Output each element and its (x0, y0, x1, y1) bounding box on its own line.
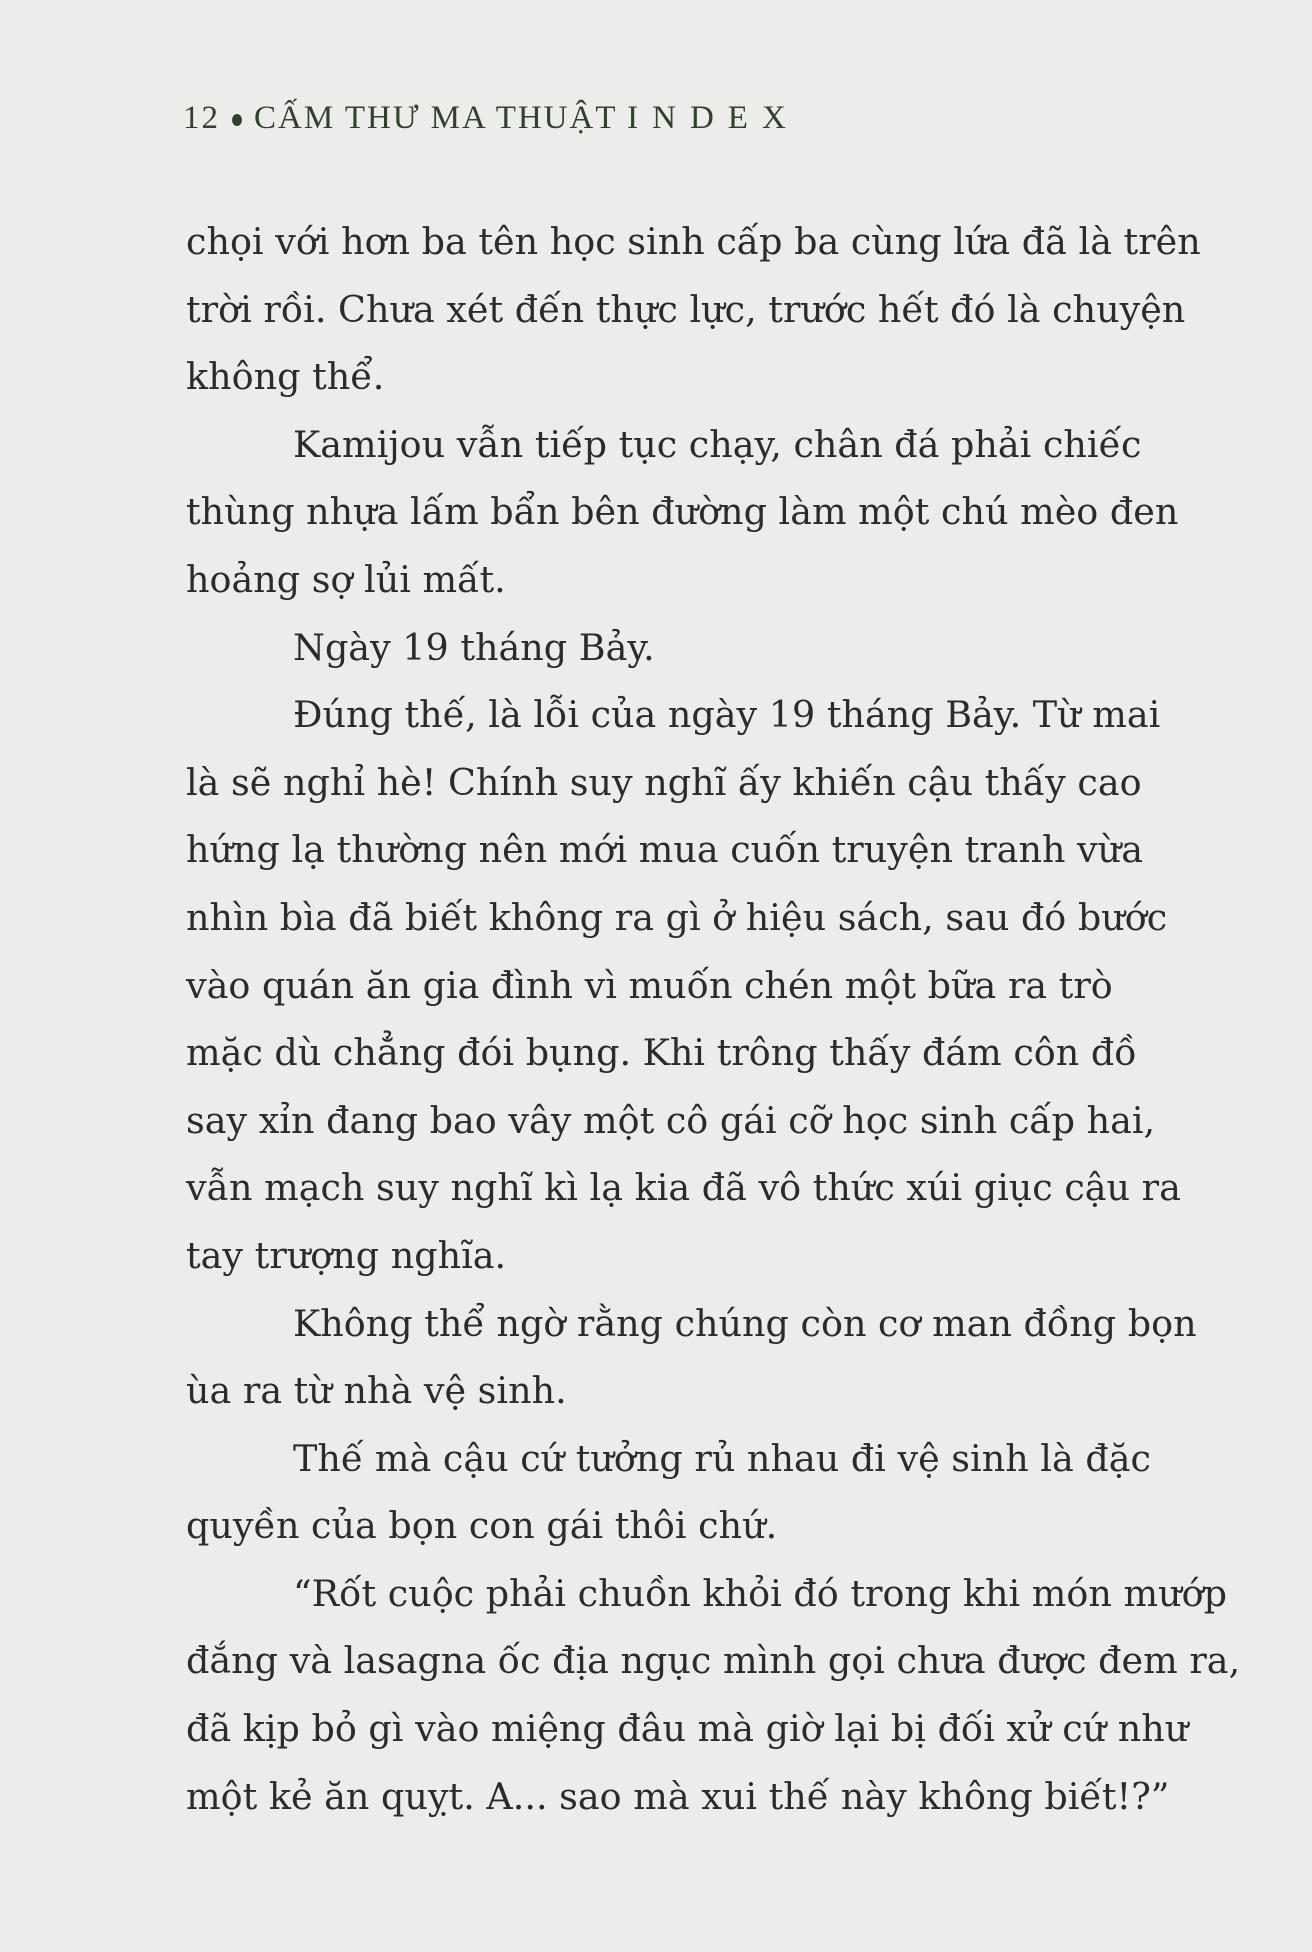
text-line: say xỉn đang bao vây một cô gái cỡ học sinh cấp hai, (186, 1098, 1156, 1142)
text-line: ùa ra từ nhà vệ sinh. (186, 1369, 567, 1413)
text-line: hứng lạ thường nên mới mua cuốn truyện tranh vừa (186, 828, 1143, 872)
book-title-suffix: INDEX (627, 100, 800, 136)
text-line: là sẽ nghỉ hè! Chính suy nghĩ ấy khiến cậu thấy cao (186, 760, 1142, 804)
text-line: thùng nhựa lấm bẩn bên đường làm một chú mèo đen (186, 490, 1179, 534)
text-line: vào quán ăn gia đình vì muốn chén một bữa ra trò (186, 963, 1113, 1007)
text-line: mặc dù chẳng đói bụng. Khi trông thấy đám côn đồ (186, 1031, 1137, 1075)
text-line: chọi với hơn ba tên học sinh cấp ba cùng lứa đã là trên (186, 220, 1201, 263)
text-line: tay trượng nghĩa. (186, 1233, 507, 1277)
text-line: không thể. (186, 355, 385, 399)
running-header (183, 100, 800, 137)
text-line: một kẻ ăn quỵt. A... sao mà xui thế này không biết!?” (186, 1774, 1170, 1818)
text-line: Thế mà cậu cứ tưởng rủ nhau đi vệ sinh là đặc (293, 1436, 1151, 1480)
text-line: quyền của bọn con gái thôi chứ. (186, 1504, 778, 1548)
page-body-text (186, 208, 1246, 1830)
text-line: nhìn bìa đã biết không ra gì ở hiệu sách, sau đó bước (186, 895, 1168, 939)
text-line: hoảng sợ lủi mất. (186, 557, 506, 601)
text-line: Kamijou vẫn tiếp tục chạy, chân đá phải chiếc (293, 422, 1142, 466)
text-line: đã kịp bỏ gì vào miệng đâu mà giờ lại bị đối xử cứ như (186, 1707, 1189, 1751)
bullet-separator (232, 114, 242, 126)
page-number: 12 (183, 100, 220, 136)
text-line: Đúng thế, là lỗi của ngày 19 tháng Bảy. Từ mai (293, 693, 1161, 737)
book-title: CẤM THƯ MA THUẬT (254, 100, 617, 136)
text-line: đắng và lasagna ốc địa ngục mình gọi chưa được đem ra, (186, 1639, 1241, 1683)
text-line: trời rồi. Chưa xét đến thực lực, trước hết đó là chuyện (186, 287, 1186, 331)
text-line: vẫn mạch suy nghĩ kì lạ kia đã vô thức xúi giục cậu ra (186, 1166, 1181, 1210)
text-line: Ngày 19 tháng Bảy. (293, 625, 655, 669)
text-line: “Rốt cuộc phải chuồn khỏi đó trong khi món mướp (293, 1571, 1227, 1615)
text-line: Không thể ngờ rằng chúng còn cơ man đồng bọn (293, 1301, 1197, 1345)
